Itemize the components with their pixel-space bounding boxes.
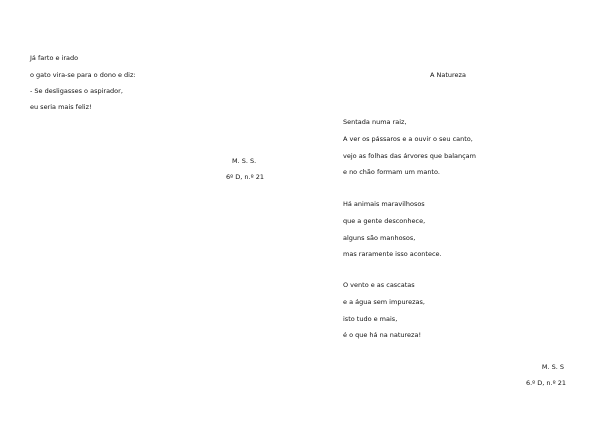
signature-class: 6º D, n.º 21	[226, 173, 264, 181]
poem-line: e a água sem impurezas,	[343, 298, 425, 306]
poem-line: eu seria mais feliz!	[30, 103, 92, 111]
poem-line: vejo as folhas das árvores que balançam	[343, 152, 476, 160]
poem-line: alguns são manhosos,	[343, 234, 416, 242]
poem-line: que a gente desconhece,	[343, 217, 426, 225]
signature-initials: M. S. S	[541, 363, 564, 371]
poem-line: Sentada numa raiz,	[343, 118, 407, 126]
poem-line: - Se desligasses o aspirador,	[30, 87, 123, 95]
poem-line: mas raramente isso acontece.	[343, 250, 442, 258]
poem-line: o gato vira-se para o dono e diz:	[30, 71, 136, 79]
poem-line: e no chão formam um manto.	[343, 168, 440, 176]
signature-class: 6.º D, n.º 21	[525, 379, 566, 387]
poem-line: Há animais maravilhosos	[343, 200, 425, 208]
poem-line: isto tudo e mais,	[343, 315, 398, 323]
poem-title: A Natureza	[430, 71, 466, 79]
poem-line: O vento e as cascatas	[343, 281, 415, 289]
poem-line: é o que há na natureza!	[343, 331, 422, 339]
poem-line: Já farto e irado	[30, 54, 79, 62]
poem-line: A ver os pássaros e a ouvir o seu canto,	[343, 135, 473, 143]
signature-initials: M. S. S.	[232, 157, 257, 165]
